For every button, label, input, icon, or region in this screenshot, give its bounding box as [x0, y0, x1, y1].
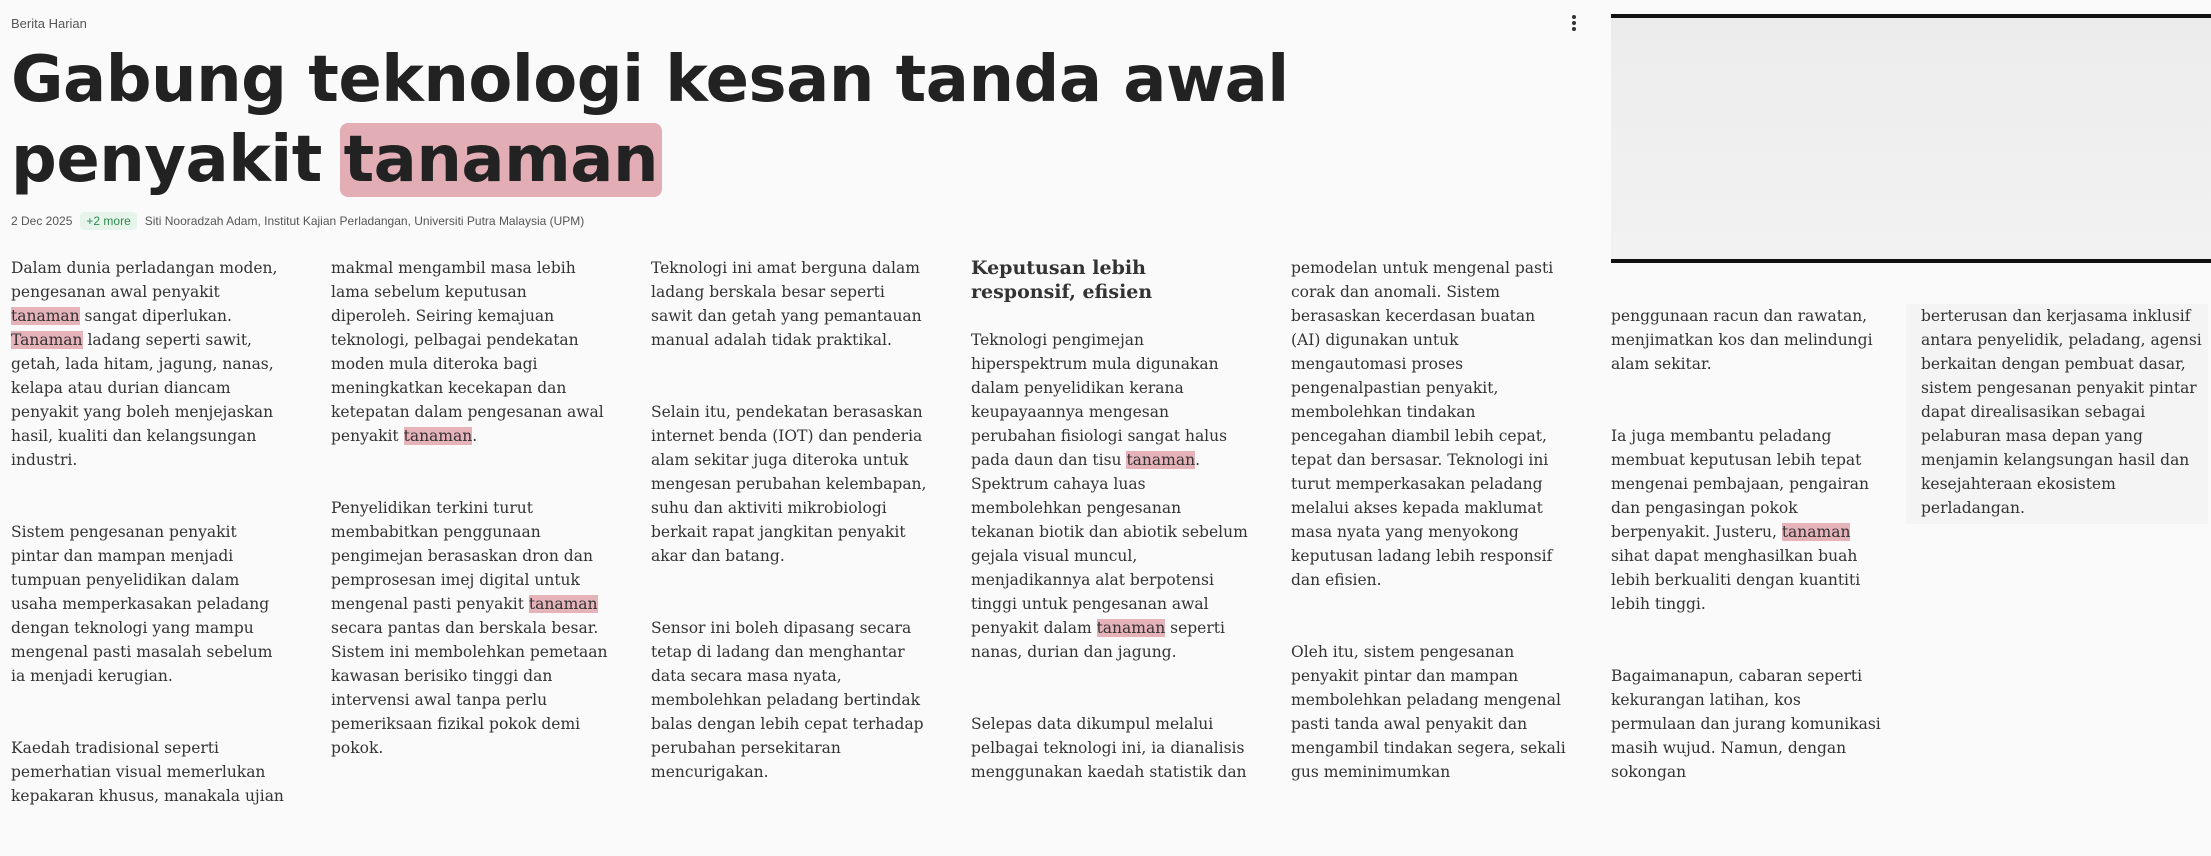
- keyword-highlight: tanaman: [1781, 523, 1851, 541]
- headline-highlight: tanaman: [340, 123, 662, 197]
- keyword-highlight: Tanaman: [11, 331, 83, 349]
- paragraph: Kaedah tradisional seperti pemerhatian visual memerlukan kepakaran khusus, manakala ujian: [11, 739, 284, 805]
- article-image: [1611, 14, 2211, 263]
- text-segment: .: [472, 427, 478, 445]
- paragraph: pemodelan untuk mengenal pasti corak dan anomali. Sistem berasaskan kecerdasan buatan (AI) digunakan untuk mengautomasi proses pengenalpastian penyakit, membolehkan tindakan pencegahan diambil lebih cepat, tepat dan bersasar. Teknologi ini turut memperkasakan peladang melalui akses kepada maklumat masa nyata yang menyokong keputusan ladang lebih responsif dan efisien.: [1291, 259, 1554, 589]
- article-column-2: [331, 256, 609, 808]
- article-column-7: [1906, 304, 2208, 524]
- headline-main: Gabung teknologi kesan tanda awal penyakit: [11, 43, 1289, 197]
- paragraph: Teknologi ini amat berguna dalam ladang berskala besar seperti sawit dan getah yang pemantauan manual adalah tidak praktikal.: [651, 259, 922, 349]
- paragraph: [1611, 424, 1889, 616]
- keyword-highlight: tanaman: [1096, 619, 1166, 637]
- keyword-highlight: tanaman: [528, 595, 598, 613]
- keyword-highlight: tanaman: [1126, 451, 1196, 469]
- publication-name: Berita Harian: [11, 16, 87, 31]
- article-column-1: [11, 256, 289, 856]
- article-date: 2 Dec 2025: [11, 214, 73, 228]
- text-segment: Teknologi pengimejan hiperspektrum mula digunakan dalam penyelidikan kerana keupayaannya mengesan perubahan fisiologi sangat halus pada daun dan tisu: [971, 331, 1228, 469]
- text-segment: ladang seperti sawit, getah, lada hitam, jagung, nanas, kelapa atau durian diancam penyakit yang boleh menjejaskan hasil, kualiti dan kelangsungan industri.: [11, 331, 274, 469]
- paragraph: Bagaimanapun, cabaran seperti kekurangan latihan, kos permulaan dan jurang komunikasi masih wujud. Namun, dengan sokongan: [1611, 667, 1881, 781]
- text-segment: seperti nanas, durian dan jagung.: [971, 619, 1225, 661]
- text-segment: . Spektrum cahaya luas membolehkan pengesanan tekanan biotik dan abiotik sebelum gejala visual muncul, menjadikannya alat berpotensi tinggi untuk pengesanan awal penyakit dalam: [971, 451, 1248, 637]
- paragraph: [331, 256, 609, 448]
- text-segment: Dalam dunia perladangan moden, pengesanan awal penyakit: [11, 259, 278, 301]
- paragraph: penggunaan racun dan rawatan, menjimatkan kos dan melindungi alam sekitar.: [1611, 307, 1873, 373]
- text-segment: secara pantas dan berskala besar. Sistem ini membolehkan pemetaan kawasan berisiko tinggi dan intervensi awal tanpa perlu pemeriksaan fizikal pokok demi pokok.: [331, 619, 608, 757]
- keyword-highlight: tanaman: [403, 427, 473, 445]
- text-segment: Ia juga membantu peladang membuat keputusan lebih tepat mengenai pembajaan, pengairan dan pengasingan pokok berpenyakit. Justeru,: [1611, 427, 1869, 541]
- text-segment: Penyelidikan terkini turut membabitkan penggunaan pengimejan berasaskan dron dan pemprosesan imej digital untuk mengenal pasti penyakit: [331, 499, 593, 613]
- article-headline: [11, 40, 1491, 200]
- author-line: Siti Nooradzah Adam, Institut Kajian Perladangan, Universiti Putra Malaysia (UPM): [144, 214, 585, 228]
- paragraph: [11, 256, 289, 472]
- paragraph: [971, 328, 1249, 664]
- paragraph: [331, 496, 609, 760]
- article-column-6: [1611, 304, 1889, 832]
- paragraph: berterusan dan kerjasama inklusif antara penyelidik, peladang, agensi berkaitan dengan pembuat dasar, sistem pengesanan penyakit pintar dapat direalisasikan sebagai pelaburan masa depan yang menjamin kelangsungan hasil dan kesejahteraan ekosistem perladangan.: [1921, 307, 2202, 517]
- keyword-highlight: tanaman: [11, 307, 80, 325]
- section-heading: Keputusan lebih responsif, efisien: [971, 257, 1153, 303]
- paragraph: Oleh itu, sistem pengesanan penyakit pintar dan mampan membolehkan peladang mengenal pasti tanda awal penyakit dan mengambil tindakan segera, sekali gus meminimumkan: [1291, 643, 1566, 781]
- more-authors-button[interactable]: +2 more: [80, 212, 136, 230]
- text-segment: sihat dapat menghasilkan buah lebih berkualiti dengan kuantiti lebih tinggi.: [1611, 547, 1861, 613]
- article-column-3: [651, 256, 929, 832]
- article-meta: [11, 212, 584, 230]
- paragraph: Sistem pengesanan penyakit pintar dan mampan menjadi tumpuan penyelidikan dalam usaha memperkasakan peladang dengan teknologi yang mampu mengenal pasti masalah sebelum ia menjadi kerugian.: [11, 523, 273, 685]
- more-vertical-icon[interactable]: [1563, 13, 1585, 35]
- paragraph: Sensor ini boleh dipasang secara tetap di ladang dan menghantar data secara masa nyata, membolehkan peladang bertindak balas dengan lebih cepat terhadap perubahan persekitaran mencurigakan.: [651, 619, 924, 781]
- paragraph: Selepas data dikumpul melalui pelbagai teknologi ini, ia dianalisis menggunakan kaedah statistik dan: [971, 715, 1247, 781]
- article-column-4: [971, 256, 1249, 832]
- text-segment: sangat diperlukan.: [79, 307, 232, 325]
- article-column-5: [1291, 256, 1569, 832]
- paragraph: Selain itu, pendekatan berasaskan internet benda (IOT) dan penderia alam sekitar juga diteroka untuk mengesan perubahan kelembapan, suhu dan aktiviti mikrobiologi berkait rapat jangkitan penyakit akar dan batang.: [651, 403, 927, 565]
- text-segment: makmal mengambil masa lebih lama sebelum keputusan diperoleh. Seiring kemajuan teknologi, pelbagai pendekatan moden mula diteroka bagi meningkatkan kecekapan dan ketepatan dalam pengesanan awal penyakit: [331, 259, 604, 445]
